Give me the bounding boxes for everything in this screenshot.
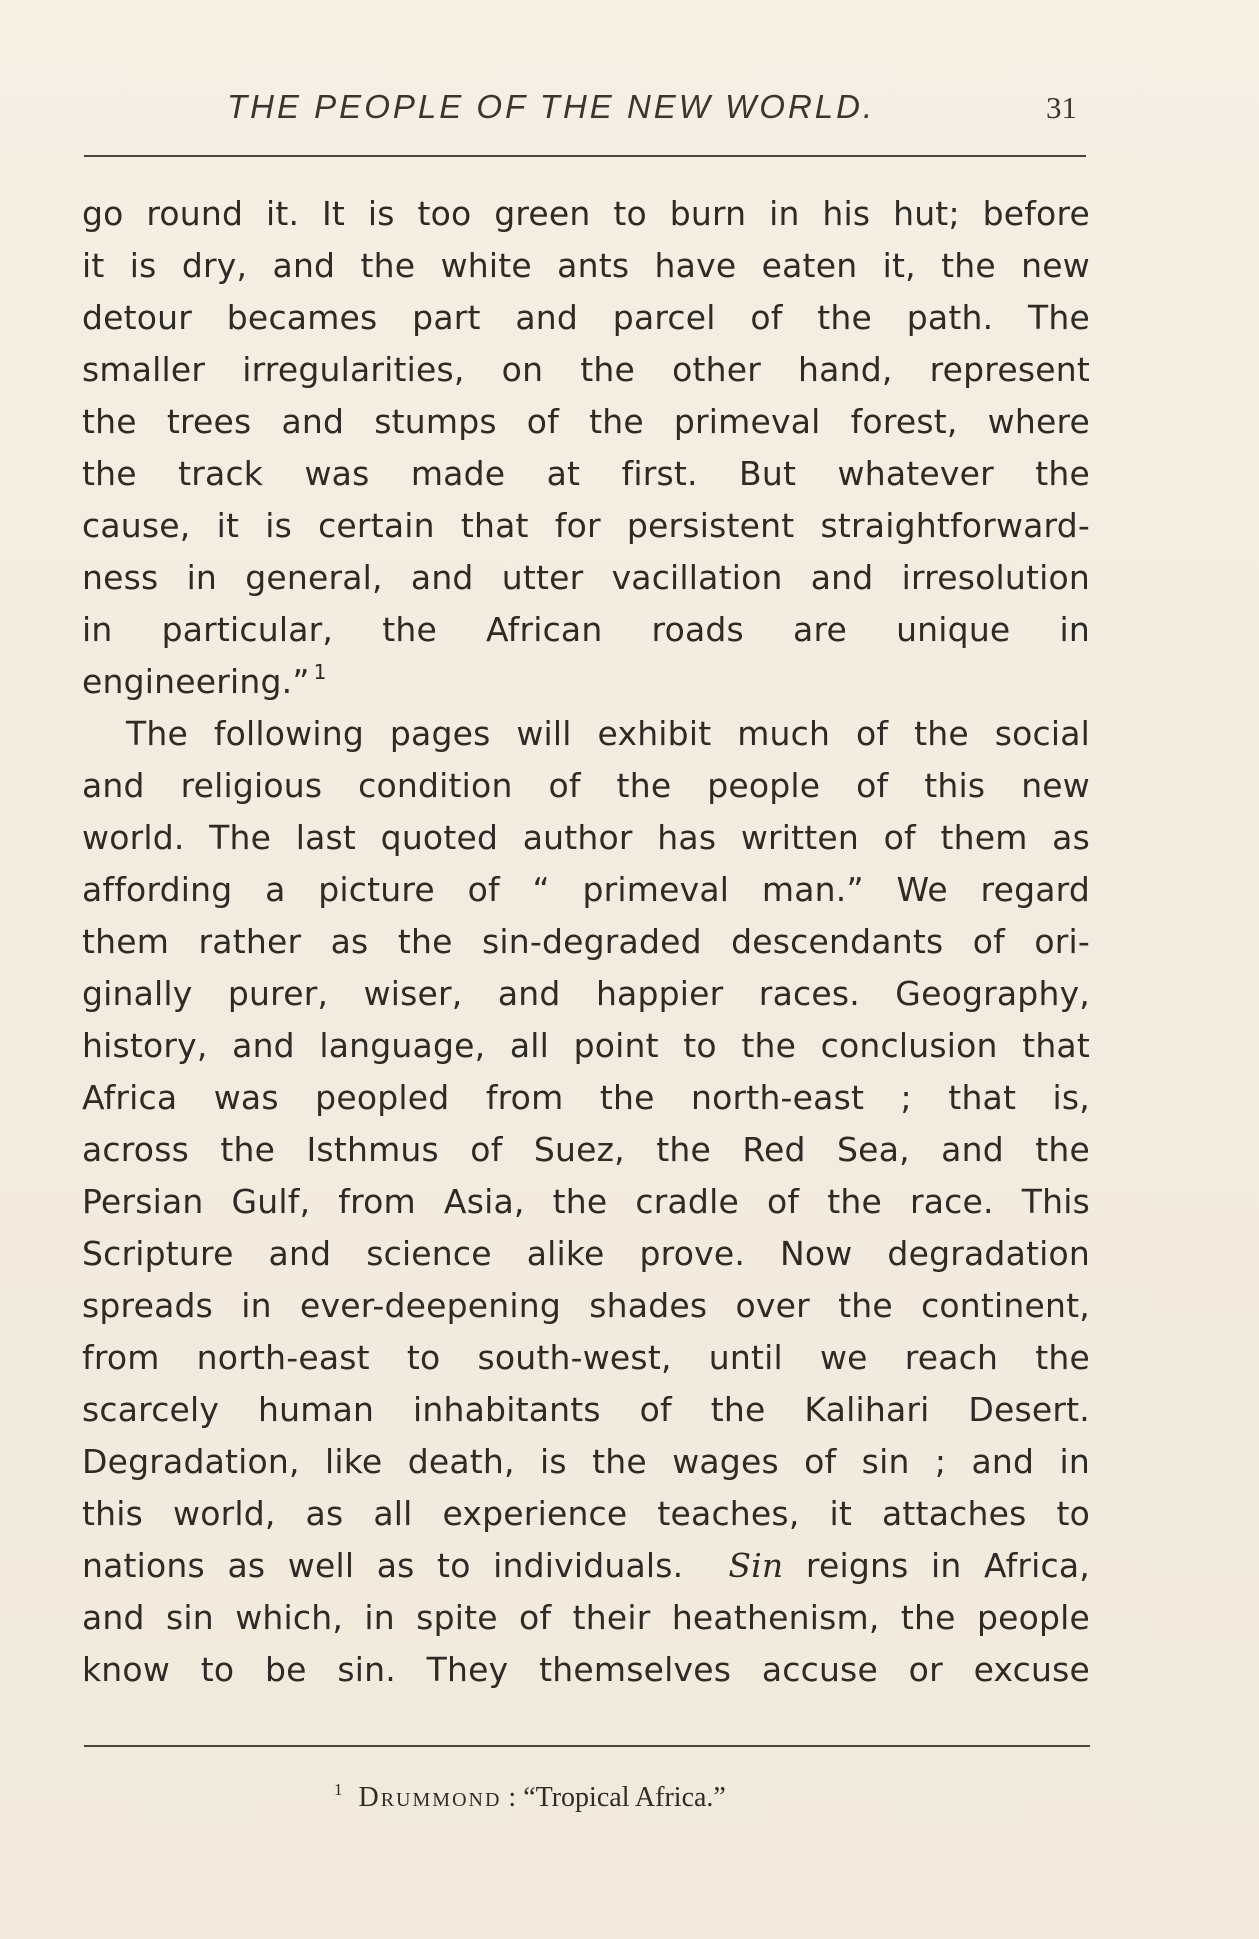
text-line: Persian Gulf, from Asia, the cradle of the race. This xyxy=(82,1182,1090,1221)
text-line: from north-east to south-west, until we reach the xyxy=(82,1338,1090,1377)
header-rule xyxy=(84,155,1086,157)
text-line: world. The last quoted author has written of them as xyxy=(82,818,1090,857)
text-line: affording a picture of “ primeval man.” We regard xyxy=(82,870,1090,909)
text-line: scarcely human inhabitants of the Kalihari Desert. xyxy=(82,1390,1090,1429)
text-line: Scripture and science alike prove. Now degradation xyxy=(82,1234,1090,1273)
text-line: them rather as the sin-degraded descendants of ori- xyxy=(82,922,1090,961)
text-line-content: engineering.” xyxy=(82,662,310,701)
text-line: the track was made at first. But whatever the xyxy=(82,454,1090,493)
text-line: Degradation, like death, is the wages of sin ; and in xyxy=(82,1442,1090,1481)
paragraph-first-line: The following pages will exhibit much of the social xyxy=(126,714,1090,753)
text-line: ness in general, and utter vacillation and irresolution xyxy=(82,558,1090,597)
text-line: ginally purer, wiser, and happier races. Geography, xyxy=(82,974,1090,1013)
footnote-rule xyxy=(84,1745,1090,1747)
text-line: in particular, the African roads are unique in xyxy=(82,610,1090,649)
text-line: spreads in ever-deepening shades over the continent, xyxy=(82,1286,1090,1325)
text-line: it is dry, and the white ants have eaten it, the new xyxy=(82,246,1090,285)
text-line xyxy=(82,656,1090,708)
text-line: smaller irregularities, on the other hand, represent xyxy=(82,350,1090,389)
text-line xyxy=(82,1540,1090,1592)
text-line: this world, as all experience teaches, it attaches to xyxy=(82,1494,1090,1533)
text-line: cause, it is certain that for persistent straightforward- xyxy=(82,506,1090,545)
text-line: detour becames part and parcel of the path. The xyxy=(82,298,1090,337)
footnote-author: Drummond xyxy=(358,1782,502,1813)
text-line-content: reigns in Africa, xyxy=(783,1546,1090,1585)
footnote-reference: 1 xyxy=(313,660,327,684)
text-line: history, and language, all point to the conclusion that xyxy=(82,1026,1090,1065)
italic-word: Sin xyxy=(728,1546,784,1585)
running-title: THE PEOPLE OF THE NEW WORLD. xyxy=(227,88,876,125)
body-text xyxy=(82,188,1090,1696)
footnote xyxy=(334,1780,726,1814)
text-line: the trees and stumps of the primeval forest, where xyxy=(82,402,1090,441)
footnote-marker: 1 xyxy=(334,1780,343,1799)
text-line: and religious condition of the people of this new xyxy=(82,766,1090,805)
running-head xyxy=(82,88,1082,128)
footnote-title: “Tropical Africa.” xyxy=(523,1782,726,1813)
text-line: across the Isthmus of Suez, the Red Sea, and the xyxy=(82,1130,1090,1169)
text-line: go round it. It is too green to burn in his hut; before xyxy=(82,194,1090,233)
text-line-content: nations as well as to individuals. xyxy=(82,1546,684,1585)
text-line: Africa was peopled from the north-east ; that is, xyxy=(82,1078,1090,1117)
footnote-separator: : xyxy=(501,1782,524,1813)
text-line: know to be sin. They themselves accuse or excuse xyxy=(82,1650,1090,1689)
text-line: and sin which, in spite of their heathenism, the people xyxy=(82,1598,1090,1637)
page-number: 31 xyxy=(1046,90,1077,125)
